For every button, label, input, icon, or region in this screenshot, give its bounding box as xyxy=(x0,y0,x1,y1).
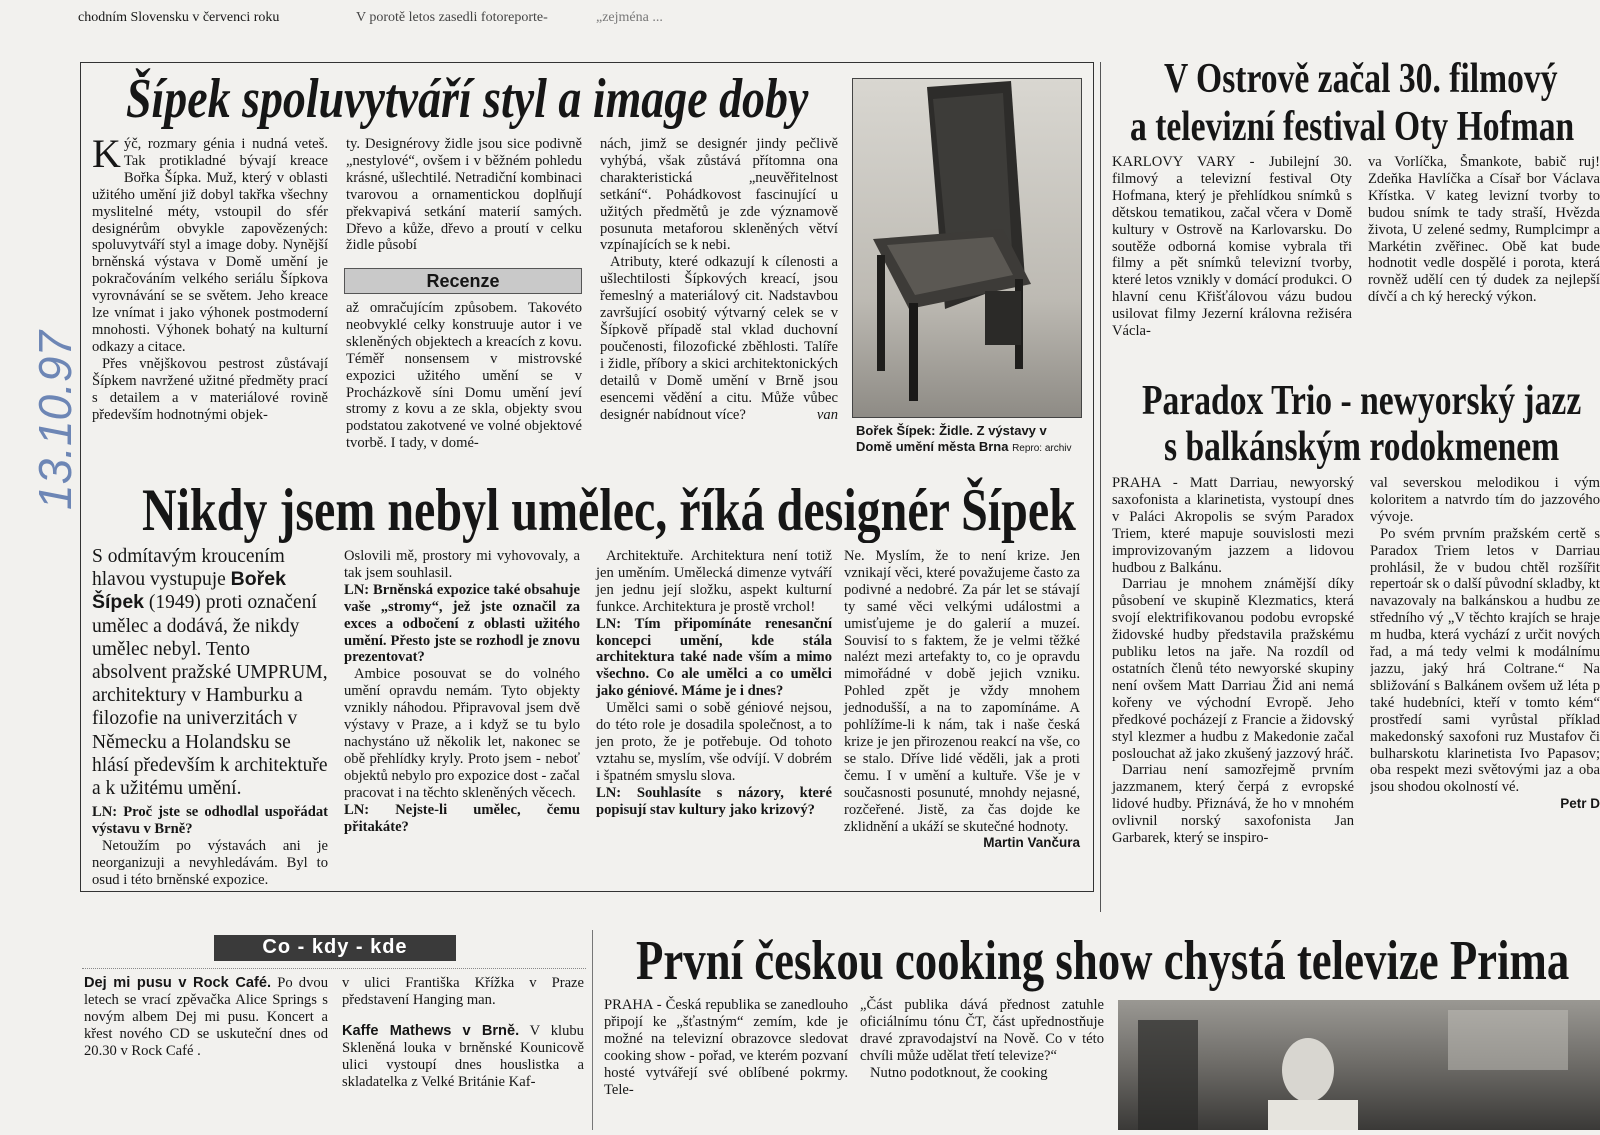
interview-q2: LN: Brněnská expozice také obsahuje vaše „stromy“, jež jste označil za exces a odbočení z oblasti užitého umění. Přesto jste se rozhodl je znovu prezentovat? xyxy=(344,581,580,666)
recenze-label: Recenze xyxy=(344,268,582,294)
review-col3b-text: Atributy, které odkazují k cílenosti a ušlechtilosti Šípkových kreací, jsou řemeslný a materiálový cit. Nadstavbou završující osobitý výtvarný celek se v Šípkově případě stal vklad duchovní poučenosti, filozofické zběhlosti. Talíře i židle, příbory a skici architektonických detailů v Domě umění v Brně jsou esencemi vědění a citu. Může vůbec designér nabídnout více? xyxy=(600,254,838,423)
interview-col-1 xyxy=(92,545,328,889)
review-author: van xyxy=(816,406,838,423)
review-col3a: nách, jimž se designér jindy pečlivě vyhýbá, však zůstává přítomna ona charakteristická „neuvěřitelnost setkání“. Pohádkovost fascinující u užitých předmětů je zde významově posunuta metaforou skleněných větví vzpínajících se k nebi. xyxy=(600,136,838,254)
drop-cap: K xyxy=(92,131,121,176)
review-col1-text: ýč, rozmary génia i nudná veteš. Tak protikladné bývají kreace Bořka Šípka. Muž, který v oblasti užitého umění již dobyl takřka všechny myslitelné méty, vstoupil do sfér designérům obvykle zapovězených: spoluvytváří styl a image doby. Nynější brněnská výstava v Domě umění je pokračováním velkého seriálu Šípkova vyrovnávání se se světem. Jeho kreace lze vnímat i jako výhonek postmoderní mnohosti. Výhonek bohatý na kulturní odkazy a citace. xyxy=(92,136,328,355)
review-col-1 xyxy=(92,131,328,423)
interview-q1: LN: Proč jste se odhodlal uspořádat výstavu v Brně? xyxy=(92,804,328,838)
item1-text: Po dvou letech se vrací zpěvačka Alice Springs s novým albem Dej mi pusu. Koncert a křest nového CD se uskuteční dnes od 20.30 v Rock Café . xyxy=(84,975,328,1059)
paradox-headline-2-text: s balkánským rodokmenem xyxy=(1164,424,1560,470)
interview-col-2 xyxy=(344,548,580,835)
interview-a1b: Oslovili mě, prostory mi vyhovovaly, a tak jsem souhlasil. xyxy=(344,548,580,581)
chair-photo xyxy=(852,78,1082,418)
cooking-photo xyxy=(1118,1000,1600,1130)
review-headline xyxy=(126,64,958,134)
cooking-photo-shapes xyxy=(1118,1000,1600,1130)
cooking-col-2 xyxy=(860,997,1104,1082)
interview-q3: LN: Nejste-li umělec, čemu přitakáte? xyxy=(344,801,580,835)
handwritten-date: 13.10.97 xyxy=(29,330,81,510)
interview-a5 xyxy=(844,548,1080,851)
review-col2b: až omračujícím způsobem. Takovéto neobvyklé celky konstruuje autor i ve skleněných objektech a kreacích z kovu. Téměř nonsensem v mistrovské expozici užitého umění se v Procházkově síni Domu umění jeví stromy z kovu a ze skla, objekty svou podstatou zakotvené ve volné objektové tvorbě. I tady, v domé- xyxy=(346,300,582,452)
interview-a2: Ambice posouvat se do volného umění opravdu nemám. Tyto objekty vznikly náhodou. Připravoval jsem dvě výstavy v Praze, a i když se tu bylo nachystáno už několik let, nakonec se obě přehlídky kryly. Proto jsem - neboť objektů nebylo pro expozice dost - začal pracovat i na těchto skleněných věcech. xyxy=(344,666,580,801)
review-col-2 xyxy=(346,136,582,254)
item1-title: Dej mi pusu v Rock Café. xyxy=(84,975,272,991)
chair-leg-front-right xyxy=(909,303,918,401)
cooking-headline-text: První českou cooking show chystá televize Prima xyxy=(636,930,1570,992)
review-col-3 xyxy=(600,136,838,423)
paradox-col1c: Darriau není samozřejmě prvním jazzmanem, který čerpá z evropské lidové hudby. Přiznává, že ho v mnohém ovlivnil norský saxofonista Jan Garbarek, který se inspiro- xyxy=(1112,762,1354,847)
festival-col-1 xyxy=(1112,154,1352,340)
paradox-author-line xyxy=(1370,796,1600,813)
cooking-col2b: Nutno podotknout, že cooking xyxy=(870,1064,1048,1081)
bottom-divider xyxy=(592,930,593,1130)
top-strip-mid: V porotě letos zasedli fotoreporte- xyxy=(356,10,548,25)
interview-a1: Netoužím po výstavách ani je neorganizuji a nevyhledávám. Byl to osud i této brněnské expozice. xyxy=(92,838,328,888)
cokdykde-label: Co - kdy - kde xyxy=(214,935,456,961)
cokdykde-item1 xyxy=(84,975,328,1060)
interview-author: Martin Vančura xyxy=(983,835,1080,851)
festival-headline-1 xyxy=(1164,54,1600,104)
interview-a3: Architektuře. Architektura není totiž jen uměním. Umělecká dimenze vytváří jen jednu její složku, aspekt kulturní funkce. Architektura je prostě vrchol! xyxy=(596,548,832,615)
interview-col-3 xyxy=(596,548,832,819)
lead-name: Bořek Šípek xyxy=(92,568,286,614)
chair-leg-front-left xyxy=(877,255,885,371)
paradox-col-1 xyxy=(1112,475,1354,847)
review-col3b xyxy=(600,254,838,423)
paradox-author: Petr D xyxy=(1560,796,1600,812)
interview-headline-text: Nikdy jsem nebyl umělec, říká designér Šípek xyxy=(142,477,1076,543)
festival-col-2 xyxy=(1368,154,1600,354)
chair-illustration xyxy=(853,79,1081,417)
person-head xyxy=(1282,1038,1334,1102)
cooking-headline xyxy=(636,928,1600,994)
cokdykde-rule xyxy=(82,968,586,969)
cokdykde-col-1 xyxy=(84,975,328,1060)
review-headline-text: Šípek spoluvytváří styl a image doby xyxy=(126,68,809,130)
paradox-headline-1 xyxy=(1142,376,1600,426)
photo-caption xyxy=(856,423,1080,457)
paradox-col1b: Darriau je mnohem známější díky působení ve skupině Klezmatics, která svojí elektrifikovanou podobu evropské židovské hudby představila pražskému publiku letos na jaře. Na rozdíl od ostatních členů této newyorské skupiny není ovšem Matt Darriau Žid ani nemá kořeny ve východní Evropě. Jeho předkové pocházejí z Francie a židovský styl klezmer a hudbu z Makedonie začal poslouchat až jako zkušený jazzový hráč. xyxy=(1112,576,1354,762)
item2-text: V klubu Skleněná louka v brněnské Kounicově ulici vystoupí dnes houslistka a skladatelka z Velké Británie Kaf- xyxy=(342,1022,584,1090)
paradox-col2: val severskou melodikou i vým koloritem a natvrdo tím do jazzového vývoje. xyxy=(1370,475,1600,525)
festival-col1: KARLOVY VARY - Jubilejní 30. filmový a televizní festival Oty Hofmana, který je přehlídkou snímků s dětskou tematikou, začal včera v Domě kultury v Ostrově na Karlovarsku. Do soutěže odborná komise vybrala tři filmy a pět snímků televizní tvorby, které letos vznikly v domácí produkci. O hlavní cenu Křišťálovou vázu budou usilovat filmy Jezerní královna režiséra Václa- xyxy=(1112,154,1352,340)
festival-headline-2 xyxy=(1130,102,1600,152)
review-col1b: Přes vnějškovou pestrost zůstávají Šípkem navržené užitné předměty prací s detailem a v materiálové rovině především hodnotnými objek- xyxy=(92,355,328,423)
cooking-col-1 xyxy=(604,997,848,1098)
interview-col-4 xyxy=(844,548,1080,852)
top-strip-right: „zejména ... xyxy=(596,10,663,25)
person-body xyxy=(1268,1100,1358,1130)
interview-a5-text: Ne. Myslím, že to není krize. Jen vznikají věci, které považujeme často za podivné a nedobré. Za pár let se stávají ty samé věci velkými událostmi a umisťujeme je do galerií a muzeí. Souvisí to s faktem, že je velmi těžké nalézt mezi artefakty to, co je opravdu mimořádné v době jejich vzniku. Pohled zpět je vždy mnohem jednodušší, a na to zapomínáme. A pohlížíme-li k nám, tak i naše česká krize je jen přirozenou reakcí na vše, co se stalo. Dříve lidé věděli, jak a proti čemu. I v umění a kultuře. Vše je v současnosti posunuté, mnohdy nejasné, rozčeřené. Jistě, za čas dojde ke zklidnění a ukáží se skutečné hodnoty. xyxy=(844,548,1080,835)
cokdykde-col-2 xyxy=(342,975,584,1090)
top-strip-left: chodním Slovensku v červenci roku xyxy=(78,10,280,25)
paradox-headline-1-text: Paradox Trio - newyorský jazz xyxy=(1142,378,1582,424)
cooking-col1: PRAHA - Česká republika se zanedlouho připojí ke „šťastným“ zemím, kde je možné na televizní obrazovce sledovat cooking show - pořad, ve kterém pozvaní hosté vytvářejí své oblíbené pokrmy. Tele- xyxy=(604,997,848,1098)
interview-q5: LN: Souhlasíte s názory, které popisují stav kultury jako krizový? xyxy=(596,784,832,818)
interview-q4: LN: Tím připomínáte renesanční koncepci umění, kde stála architektura také nade vším a mimo všechno. Co ale umělci a co umělci jako géniové. Máme je i dnes? xyxy=(596,615,832,700)
festival-headline-1-text: V Ostrově začal 30. filmový xyxy=(1164,56,1558,102)
chair-support xyxy=(985,291,1021,345)
interview-a4: Umělci sami o sobě géniové nejsou, do této role je dosadila společnost, a to jen proto, že je potřebuje. Od tohoto vztahu se, myslím, vše odvíjí. V dobrém i špatném smyslu slova. xyxy=(596,700,832,784)
caption-credit: Repro: archiv xyxy=(1012,443,1072,454)
paradox-col1: PRAHA - Matt Darriau, newyorský saxofonista a klarinetista, vystoupí dnes v Paláci Akropolis se svým Paradox Triem, které mapuje souvislosti mezi improvizovaným jazzem a lidovou hudbou z Balkánu. xyxy=(1112,475,1354,576)
interview-lead xyxy=(92,545,328,800)
cokdykde-item1-cont: v ulici Františka Křížka v Praze představení Hanging man. xyxy=(342,975,584,1008)
festival-headline-2-text: a televizní festival Oty Hofman xyxy=(1130,104,1575,150)
review-col2a: ty. Designérovy židle jsou sice podivně „nestylové“, ovšem i v běžném pohledu krásné, ušlechtilé. Netradiční kombinaci tvarovou a ornamentickou doplňují překvapivá setkání materií samých. Dřevo a kůže, dřevo a proutí v celku židle působí xyxy=(346,136,582,254)
cokdykde-item2 xyxy=(342,1023,584,1091)
paradox-col2b: Po svém prvním pražském certě s Paradox Triem letos v Darriau prohlásil, že v budou chtěl rozšířit repertoár sk o další původní skladby, kt navazovaly na balkánskou a hudbu ze středního vý „V těchto krajích se hraje m hudba, která vychází z určit nových řad, a má tedy velmi k modálnímu jazzu, jaký hrá Coltrane.“ Na sbližování s Balkánem ovšem už léta p také hudebníci, kteří v tomto kém“ prostředí sami vyrůstal příklad makedonský saxofoni ruz Mustafov či bulharskotu klarinetista Ivo Papasov; oba respekt mezi světovými jaz a oba jsou shodou okolností vé. xyxy=(1370,525,1600,796)
paradox-headline-2 xyxy=(1164,422,1600,472)
lead-post: (1949) proti označení umělec a dodává, že nikdy umělec nebyl. Tento absolvent pražské UMPRUM, architektury v Hamburku a filozofie na univerzitách v Německu a Holandsku se hlásí především k architektuře a k užitému umění. xyxy=(92,592,328,800)
lead-pre: S odmítavým kroucením hlavou vystupuje xyxy=(92,546,285,591)
cooking-col2: „Část publika dává přednost zatuhle oficiálnímu tónu ČT, část upřednostňuje dravé zpravodajství na Nově. Co v této chvíli může udělat třetí televize?“ xyxy=(860,997,1104,1064)
festival-col2: va Vorlíčka, Šmankote, babič ruj! Zdeňka Havlíčka a Císař bor Václava Křístka. V kateg levizní tvorby to budou snímk te tady straší, Hvězda života, U zelené sedmy, Rumplcimpr a Markétin zvěřinec. Obě kat bude hodnotit vedle dospělé i porota, která rovněž udělí cen tý dudek za nejlepší dívčí a ch ký herecký výkon. xyxy=(1368,154,1600,306)
review-col-2b xyxy=(346,300,582,452)
paradox-col-2 xyxy=(1370,475,1600,915)
caption-bold: Bořek Šípek: Židle. Z výstavy v Domě umění města Brna xyxy=(856,423,1047,454)
item2-title: Kaffe Mathews v Brně. xyxy=(342,1022,520,1039)
